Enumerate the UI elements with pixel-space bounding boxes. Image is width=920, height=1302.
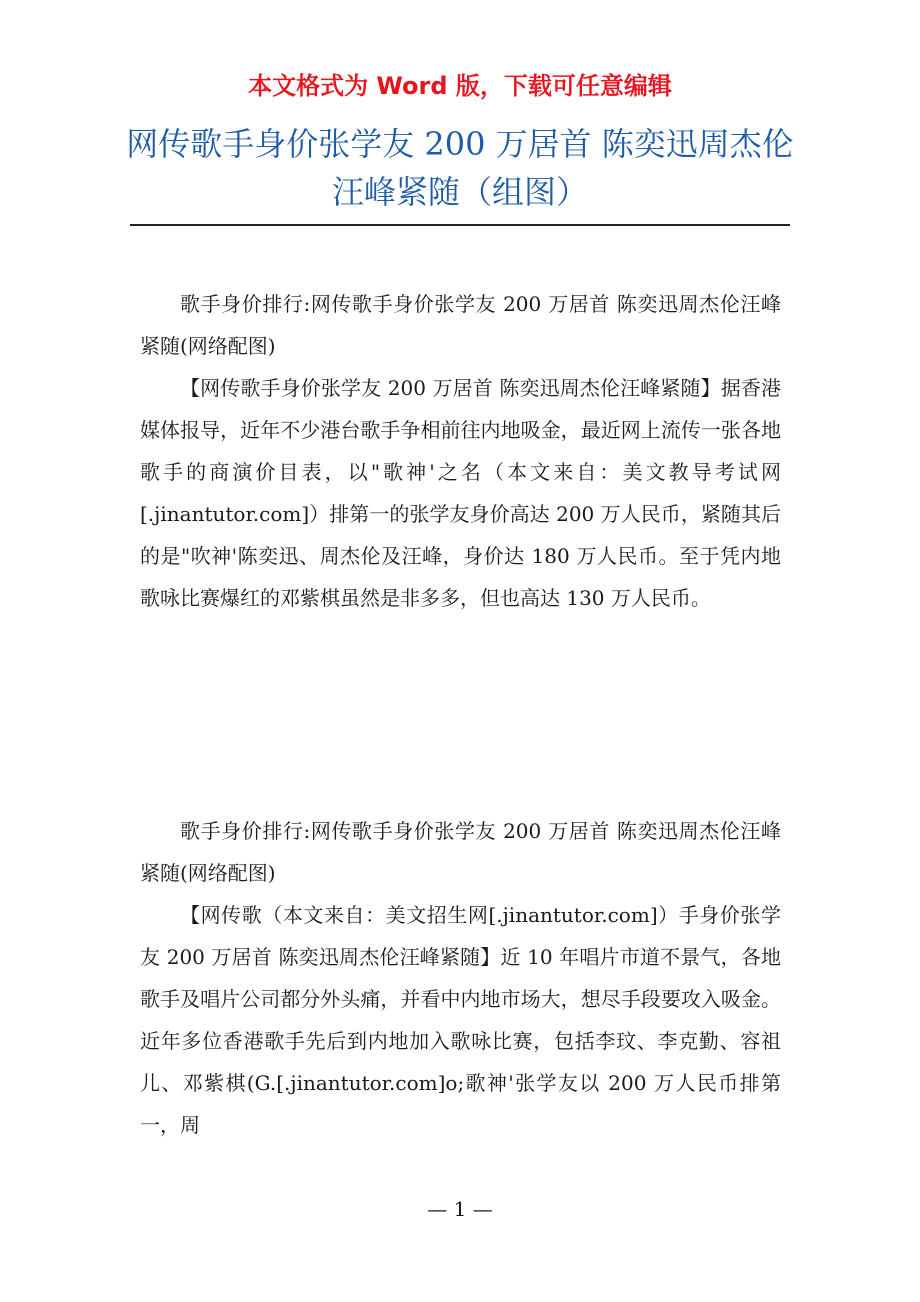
article-section-1 [140, 283, 781, 619]
body-paragraph-1: 【网传歌手身价张学友 200 万居首 陈奕迅周杰伦汪峰紧随】据香港媒体报导，近年不少港台歌手争相前往内地吸金，最近网上流传一张各地歌手的商演价目表，以"歌神'之名（本文来自：美文教导考试网[.jinantutor.com]）排第一的张学友身价高达 200 万人民币，紧随其后的是"吹神'陈奕迅、周杰伦及汪峰，身价达 180 万人民币。至于凭内地歌咏比赛爆红的邓紫棋虽然是非多多，但也高达 130 万人民币。 [140, 376, 781, 610]
article-title: 网传歌手身价张学友 200 万居首 陈奕迅周杰伦汪峰紧随（组图） [126, 125, 794, 211]
image-caption-2: 歌手身价排行:网传歌手身价张学友 200 万居首 陈奕迅周杰伦汪峰紧随(网络配图) [140, 819, 781, 885]
image-caption-1: 歌手身价排行:网传歌手身价张学友 200 万居首 陈奕迅周杰伦汪峰紧随(网络配图) [140, 292, 781, 358]
article-section-2 [140, 810, 781, 1146]
format-banner: 本文格式为 Word 版，下载可任意编辑 [248, 72, 672, 100]
title-divider [130, 224, 790, 226]
body-paragraph-2: 【网传歌（本文来自：美文招生网[.jinantutor.com]）手身价张学友 200 万居首 陈奕迅周杰伦汪峰紧随】近 10 年唱片市道不景气，各地歌手及唱片公司都分外头痛，并看中内地市场大，想尽手段要攻入吸金。近年多位香港歌手先后到内地加入歌咏比赛，包括李玟、李克勤、容祖儿、邓紫棋(G.[.jinantutor.com]o;歌神'张学友以 200 万人民币排第一，周 [140, 903, 781, 1137]
page-number: — 1 — [427, 1197, 493, 1221]
